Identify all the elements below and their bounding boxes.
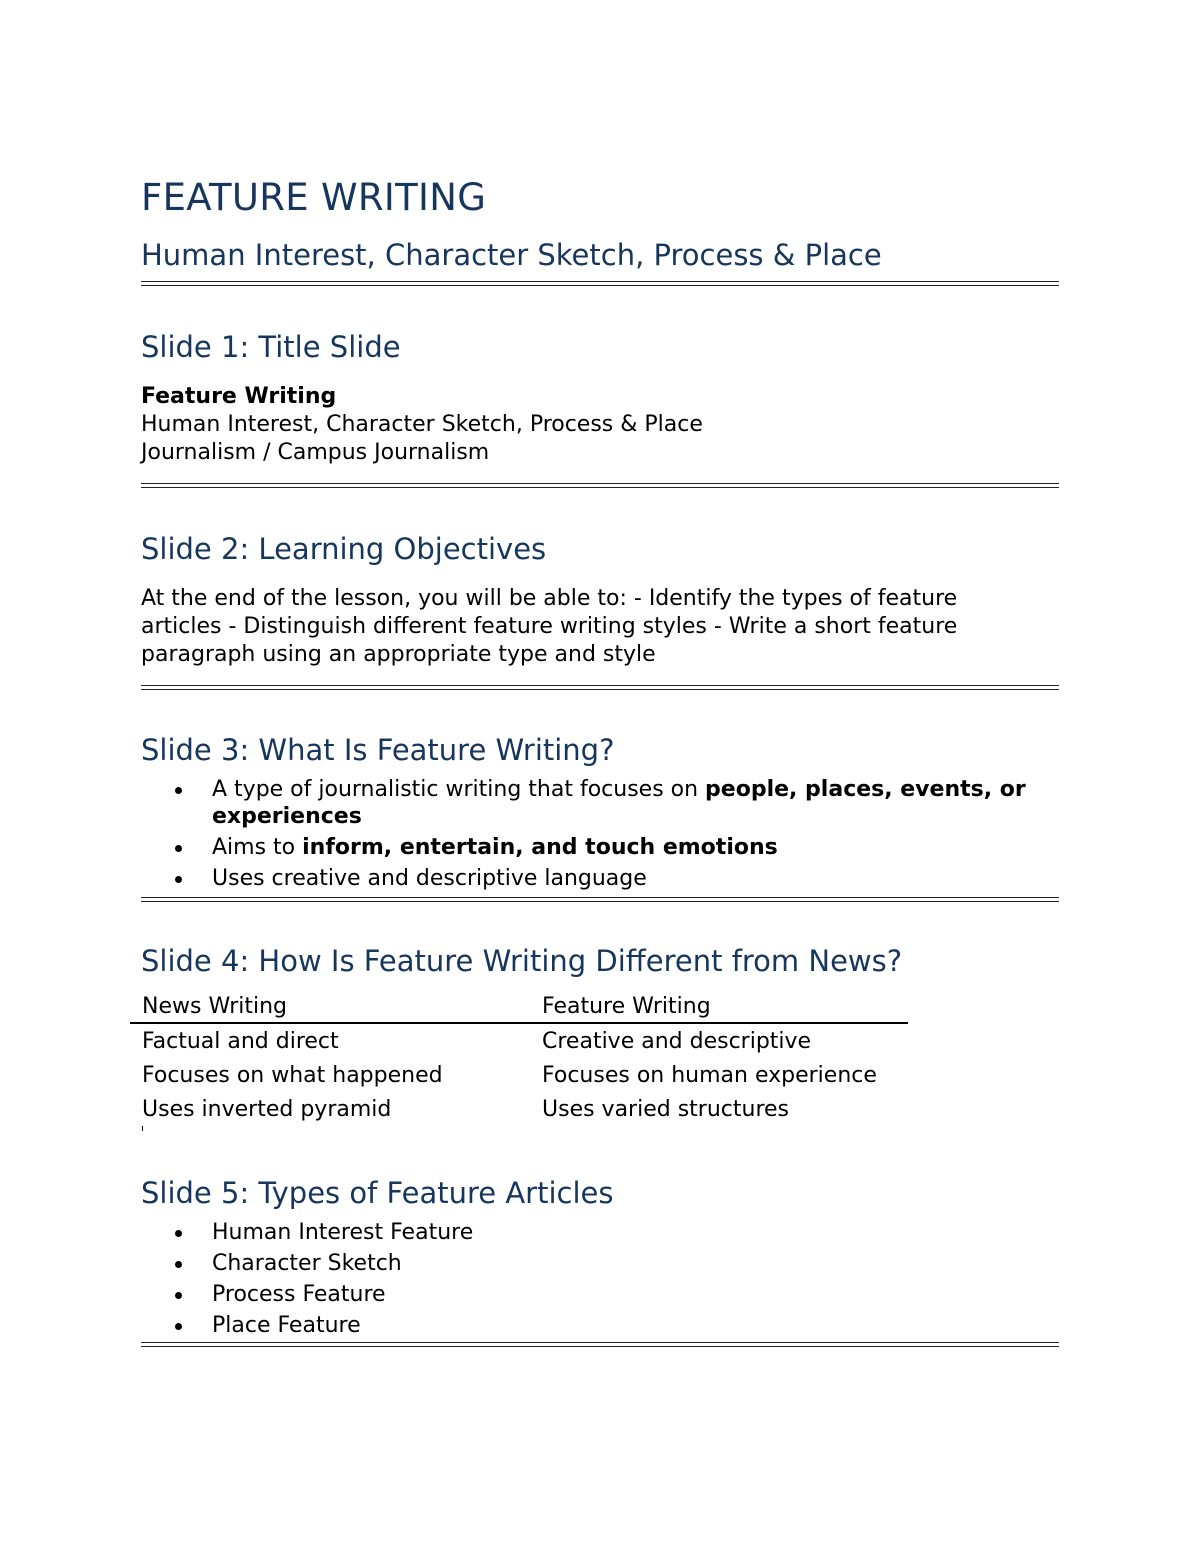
bullet-text: Human Interest Feature — [212, 1220, 474, 1245]
comparison-table — [130, 990, 908, 1126]
table-cell: Focuses on human experience — [542, 1062, 877, 1088]
slide2-heading: Slide 2: Learning Objectives — [141, 532, 547, 566]
slide1-course-line: Journalism / Campus Journalism — [141, 440, 490, 465]
divider — [141, 281, 1059, 286]
bullet-icon — [175, 1292, 182, 1299]
slide3-heading: Slide 3: What Is Feature Writing? — [141, 733, 615, 767]
bullet-text: Place Feature — [212, 1313, 361, 1338]
table-cell: Factual and direct — [142, 1028, 339, 1054]
list-item — [172, 1219, 1062, 1246]
divider — [141, 685, 1059, 690]
column-header-news: News Writing — [130, 990, 530, 1023]
divider — [141, 897, 1059, 902]
bullet-text: A type of journalistic writing that focuses on — [212, 777, 706, 802]
bullet-text: Aims to — [212, 835, 303, 860]
bullet-icon — [175, 1261, 182, 1268]
bullet-bold-text: people, places, events, or experiences — [212, 777, 1026, 829]
column-header-feature: Feature Writing — [530, 990, 908, 1023]
table-row — [130, 1092, 908, 1126]
table-cell: Uses varied structures — [542, 1096, 790, 1122]
bullet-icon — [175, 1230, 182, 1237]
bullet-icon — [175, 1323, 182, 1330]
table-row — [130, 1023, 908, 1058]
list-item — [172, 776, 1062, 830]
divider — [141, 483, 1059, 488]
list-item — [172, 1250, 1062, 1277]
bullet-icon — [175, 876, 182, 883]
document-subtitle: Human Interest, Character Sketch, Process & Place — [141, 238, 882, 272]
table-cell: Focuses on what happened — [142, 1062, 443, 1088]
bullet-icon — [175, 787, 182, 794]
bullet-text: Process Feature — [212, 1282, 386, 1307]
bullet-text: Character Sketch — [212, 1251, 402, 1276]
slide1-title-line: Feature Writing — [141, 384, 337, 409]
slide3-bullet-list — [172, 776, 1062, 896]
slide5-heading: Slide 5: Types of Feature Articles — [141, 1176, 614, 1210]
bullet-text: Uses creative and descriptive language — [212, 866, 647, 891]
table-end-mark — [142, 1126, 143, 1131]
slide1-subtitle-line: Human Interest, Character Sketch, Process & Place — [141, 412, 703, 437]
list-item — [172, 834, 1062, 861]
list-item — [172, 865, 1062, 892]
slide1-heading: Slide 1: Title Slide — [141, 330, 401, 364]
slide5-bullet-list — [172, 1219, 1062, 1343]
slide2-objectives-paragraph: At the end of the lesson, you will be able to: - Identify the types of feature articles - Distinguish different feature writing styles - Write a short feature paragraph using an appropriate type and style — [141, 586, 958, 667]
table-row — [130, 1058, 908, 1092]
table-cell: Creative and descriptive — [542, 1028, 812, 1054]
table-header-row — [130, 990, 908, 1023]
list-item — [172, 1281, 1062, 1308]
list-item — [172, 1312, 1062, 1339]
document-title: FEATURE WRITING — [141, 176, 487, 219]
slide4-heading: Slide 4: How Is Feature Writing Different from News? — [141, 944, 903, 978]
table-cell: Uses inverted pyramid — [142, 1096, 392, 1122]
bullet-icon — [175, 845, 182, 852]
divider — [141, 1342, 1059, 1347]
bullet-bold-text: inform, entertain, and touch emotions — [302, 835, 778, 860]
